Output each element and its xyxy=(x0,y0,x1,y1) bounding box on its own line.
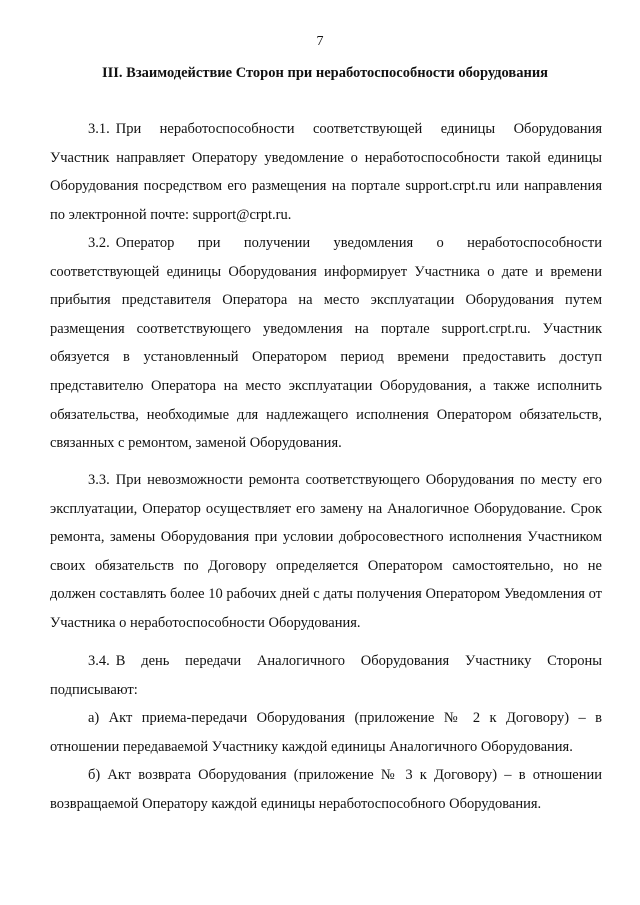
paragraph-number: 3.2. xyxy=(88,235,110,251)
paragraph-3-4-b xyxy=(50,761,602,818)
page-number: 7 xyxy=(316,34,324,49)
paragraph-text: а) Акт приема-передачи Оборудования (приложение № 2 к Договору) – в отношении передаваемой Участнику каждой единицы Аналогичного Оборудования. xyxy=(50,710,602,755)
paragraph-number: 3.3. xyxy=(88,472,110,488)
paragraph-text: Оператор при получении уведомления о неработоспособности соответствующей единицы Оборудования информирует Участника о дате и времени прибытия представителя Оператора на место эксплуатации Оборудования путем размещения соответствующего уведомления на портале support.crpt.ru. Участник обязуется в установленный Оператором период времени предоставить доступ представителю Оператора на место эксплуатации Оборудования, а также исполнить обязательства, необходимые для надлежащего исполнения Оператором обязательств, связанных с ремонтом, заменой Оборудования. xyxy=(50,235,602,452)
paragraph-3-4-a xyxy=(50,704,602,761)
paragraph-3-3 xyxy=(50,466,602,638)
paragraph-text: В день передачи Аналогичного Оборудования Участнику Стороны подписывают: xyxy=(50,653,602,698)
paragraph-3-4 xyxy=(50,647,602,704)
paragraph-text: б) Акт возврата Оборудования (приложение № 3 к Договору) – в отношении возвращаемой Оператору каждой единицы неработоспособного Оборудования. xyxy=(50,767,602,812)
paragraph-text: При неработоспособности соответствующей единицы Оборудования Участник направляет Оператору уведомление о неработоспособности такой единицы Оборудования посредством его размещения на портале support.crpt.ru или направления по электронной почте: support@crpt.ru. xyxy=(50,121,602,223)
paragraph-3-1 xyxy=(50,115,602,229)
paragraph-text: При невозможности ремонта соответствующего Оборудования по месту его эксплуатации, Оператор осуществляет его замену на Аналогичное Оборудование. Срок ремонта, замены Оборудования при условии добросовестного исполнения Участником своих обязательств по Договору определяется Оператором самостоятельно, но не должен составлять более 10 рабочих дней с даты получения Оператором Уведомления от Участника о неработоспособности Оборудования. xyxy=(50,472,602,631)
paragraph-number: 3.4. xyxy=(88,653,110,669)
paragraph-3-2 xyxy=(50,229,602,458)
paragraph-number: 3.1. xyxy=(88,121,110,137)
section-title: III. Взаимодействие Сторон при неработоспособности оборудования xyxy=(101,65,549,81)
